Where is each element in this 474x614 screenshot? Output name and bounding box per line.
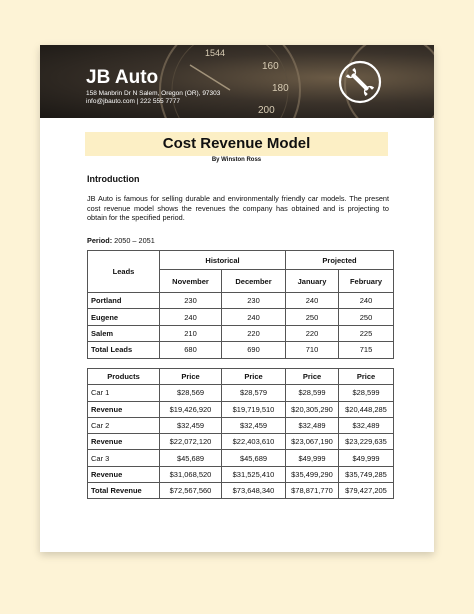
table-cell: $32,489 xyxy=(286,417,339,433)
table-cell: 225 xyxy=(339,325,394,341)
products-table xyxy=(87,368,394,499)
table-cell: 240 xyxy=(286,293,339,309)
table-row xyxy=(88,325,394,341)
gauge-number: 200 xyxy=(258,105,275,116)
period-label: Period: xyxy=(87,236,113,245)
table-row xyxy=(88,385,394,401)
column-header: Price xyxy=(160,369,222,385)
table-row xyxy=(88,434,394,450)
table-cell: 240 xyxy=(160,309,222,325)
row-label: Car 3 xyxy=(88,450,160,466)
month-header: December xyxy=(222,270,286,293)
table-cell: 220 xyxy=(222,325,286,341)
table-row xyxy=(88,401,394,417)
table-cell: 250 xyxy=(286,309,339,325)
table-cell: $22,072,120 xyxy=(160,434,222,450)
table-cell: 690 xyxy=(222,342,286,358)
table-row xyxy=(88,293,394,309)
table-cell: 240 xyxy=(222,309,286,325)
row-label: Salem xyxy=(88,325,160,341)
table-cell: 250 xyxy=(339,309,394,325)
row-label: Car 1 xyxy=(88,385,160,401)
row-label: Eugene xyxy=(88,309,160,325)
table-cell: $31,068,520 xyxy=(160,466,222,482)
table-cell: 715 xyxy=(339,342,394,358)
table-cell: $79,427,205 xyxy=(339,483,394,499)
table-cell: $28,569 xyxy=(160,385,222,401)
table-cell: $35,749,285 xyxy=(339,466,394,482)
table-cell: $49,999 xyxy=(339,450,394,466)
table-cell: $19,719,510 xyxy=(222,401,286,417)
table-row xyxy=(88,417,394,433)
row-label: Revenue xyxy=(88,466,160,482)
gauge-number: 180 xyxy=(272,83,289,94)
column-header: Price xyxy=(222,369,286,385)
gauge-number: 160 xyxy=(262,61,279,72)
row-label: Car 2 xyxy=(88,417,160,433)
row-label: Total Revenue xyxy=(88,483,160,499)
month-header: February xyxy=(339,270,394,293)
table-cell: $28,599 xyxy=(286,385,339,401)
table-cell: 710 xyxy=(286,342,339,358)
month-header: November xyxy=(160,270,222,293)
table-header-row xyxy=(88,369,394,385)
table-cell: $45,689 xyxy=(222,450,286,466)
gauge-odometer: 1544 xyxy=(205,48,226,58)
table-cell: $20,448,285 xyxy=(339,401,394,417)
month-header: January xyxy=(286,270,339,293)
table-cell: $72,567,560 xyxy=(160,483,222,499)
leads-column-header: Leads xyxy=(88,251,160,293)
document-page xyxy=(40,45,434,552)
table-cell: 210 xyxy=(160,325,222,341)
table-row xyxy=(88,483,394,499)
brand-address: 158 Manbrin Dr N Salem, Oregon (OR), 97303 xyxy=(86,90,221,97)
table-cell: $32,459 xyxy=(160,417,222,433)
table-cell: 230 xyxy=(222,293,286,309)
row-label: Portland xyxy=(88,293,160,309)
column-header: Price xyxy=(286,369,339,385)
table-cell: 230 xyxy=(160,293,222,309)
table-row xyxy=(88,309,394,325)
table-cell: $22,403,610 xyxy=(222,434,286,450)
document-author: By Winston Ross xyxy=(211,157,262,163)
historical-group-header: Historical xyxy=(160,251,286,270)
leads-table xyxy=(87,250,394,359)
intro-heading: Introduction xyxy=(87,174,140,184)
table-cell: $19,426,920 xyxy=(160,401,222,417)
table-cell: $20,305,290 xyxy=(286,401,339,417)
table-cell: $32,459 xyxy=(222,417,286,433)
table-cell: 680 xyxy=(160,342,222,358)
table-cell: $45,689 xyxy=(160,450,222,466)
projected-group-header: Projected xyxy=(286,251,394,270)
table-row xyxy=(88,450,394,466)
header-banner xyxy=(40,45,434,118)
table-cell: $28,579 xyxy=(222,385,286,401)
row-label: Revenue xyxy=(88,401,160,417)
column-header: Price xyxy=(339,369,394,385)
brand-name: JB Auto xyxy=(86,67,159,88)
table-cell: 220 xyxy=(286,325,339,341)
table-cell: $35,499,290 xyxy=(286,466,339,482)
table-cell: $73,648,340 xyxy=(222,483,286,499)
table-cell: $23,067,190 xyxy=(286,434,339,450)
period-line xyxy=(87,236,155,245)
row-label: Revenue xyxy=(88,434,160,450)
table-cell: $32,489 xyxy=(339,417,394,433)
intro-paragraph: JB Auto is famous for selling durable and environmentally friendly car models. The present cost revenue model shows the revenues the company has obtained and is projecting to obtain for the specified period. xyxy=(87,194,389,222)
table-row xyxy=(88,342,394,358)
table-cell: $78,871,770 xyxy=(286,483,339,499)
brand-contact: info@jbauto.com | 222 555 7777 xyxy=(86,98,180,105)
period-value: 2050 – 2051 xyxy=(114,236,155,245)
table-cell: $49,999 xyxy=(286,450,339,466)
table-cell: $23,229,635 xyxy=(339,434,394,450)
wrench-icon xyxy=(337,59,383,105)
row-label: Total Leads xyxy=(88,342,160,358)
document-title: Cost Revenue Model xyxy=(85,132,388,156)
table-cell: $31,525,410 xyxy=(222,466,286,482)
table-row xyxy=(88,466,394,482)
table-cell: $28,599 xyxy=(339,385,394,401)
table-cell: 240 xyxy=(339,293,394,309)
column-header: Products xyxy=(88,369,160,385)
